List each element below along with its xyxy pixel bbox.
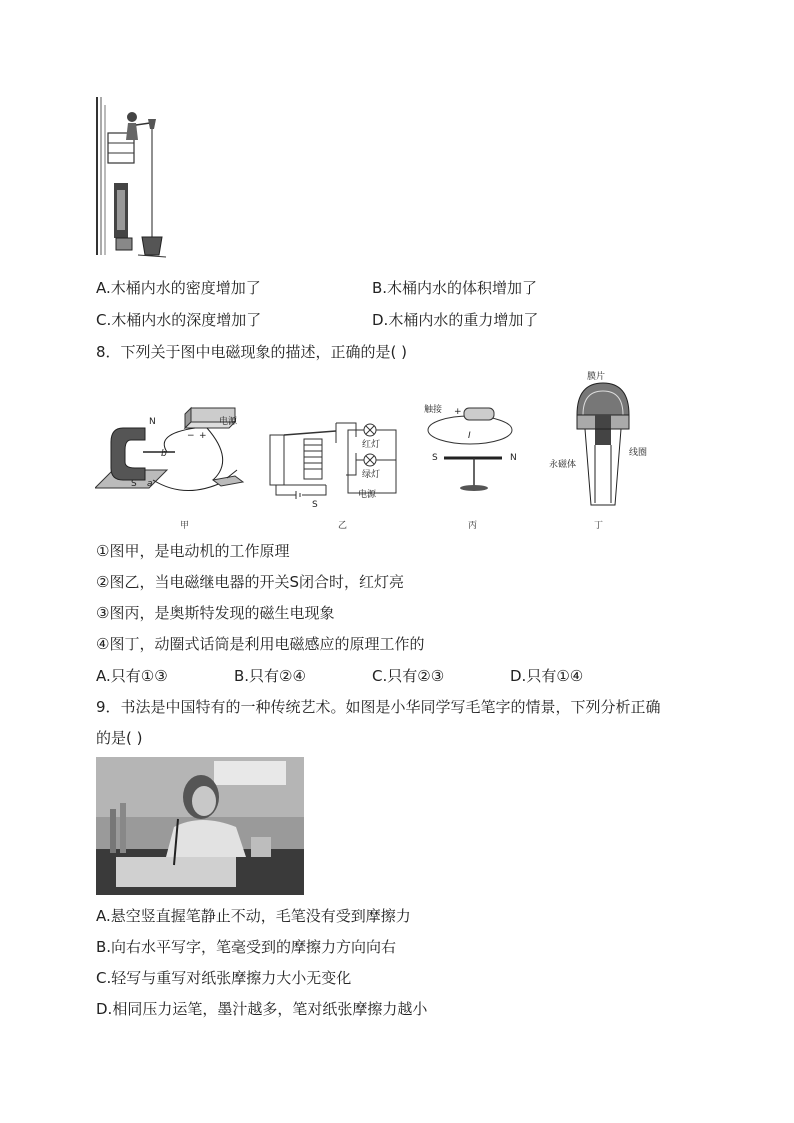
q8-option-a[interactable]: A.只有①③	[96, 667, 168, 685]
label-s-bing: S	[432, 453, 438, 463]
q9-option-a[interactable]: A.悬空竖直握笔静止不动，毛笔没有受到摩擦力	[96, 907, 411, 925]
barrel-experiment-figure	[92, 95, 172, 260]
calligraphy-photo	[96, 757, 304, 895]
caption-bing: 丙	[468, 521, 478, 531]
q8-option-b[interactable]: B.只有②④	[234, 667, 306, 685]
q9-option-d[interactable]: D.相同压力运笔，墨汁越多，笔对纸张摩擦力越小	[96, 1000, 428, 1018]
q8-statement-4: ④图丁，动圈式话筒是利用电磁感应的原理工作的	[96, 635, 425, 653]
label-magnet: 永磁体	[549, 460, 577, 470]
label-green-lamp: 绿灯	[362, 470, 381, 480]
label-contact: 触接	[424, 405, 443, 415]
caption-jia: 甲	[180, 521, 190, 531]
q9-option-b[interactable]: B.向右水平写字，笔毫受到的摩擦力方向向右	[96, 938, 397, 956]
label-n-bing: N	[510, 453, 517, 463]
q8-statement-2: ②图乙，当电磁继电器的开关S闭合时，红灯亮	[96, 573, 404, 591]
q8-option-c[interactable]: C.只有②③	[372, 667, 445, 685]
label-minus: −	[187, 431, 195, 441]
figure-bing-oersted	[420, 398, 525, 498]
label-coil: 线圈	[629, 448, 648, 458]
q9-stem-line-2: 的是( )	[96, 729, 143, 747]
caption-ding: 丁	[594, 521, 604, 531]
q8-option-d[interactable]: D.只有①④	[510, 667, 584, 685]
label-power2: 电源	[358, 490, 377, 500]
label-current: I	[468, 431, 471, 441]
label-a: a	[147, 479, 153, 489]
label-switch-s: S	[312, 500, 318, 510]
figure-jia-motor	[95, 400, 255, 500]
q8-statement-3: ③图丙，是奥斯特发现的磁生电现象	[96, 604, 335, 622]
label-red-lamp: 红灯	[362, 440, 381, 450]
label-n: N	[149, 417, 156, 427]
q8-statement-1: ①图甲，是电动机的工作原理	[96, 542, 290, 560]
q7-option-b[interactable]: B.木桶内水的体积增加了	[372, 279, 538, 297]
q7-option-d[interactable]: D.木桶内水的重力增加了	[372, 311, 539, 329]
q8-stem: 8．下列关于图中电磁现象的描述，正确的是( )	[96, 343, 408, 361]
caption-yi: 乙	[338, 521, 348, 531]
q7-option-a[interactable]: A.木桶内水的密度增加了	[96, 279, 261, 297]
label-b: b	[161, 449, 167, 459]
label-plus: +	[199, 431, 207, 441]
figure-yi-relay	[266, 415, 406, 510]
label-plus-bing: +	[454, 407, 462, 417]
q9-option-c[interactable]: C.轻写与重写对纸张摩擦力大小无变化	[96, 969, 352, 987]
q9-stem-line-1: 9．书法是中国特有的一种传统艺术。如图是小华同学写毛笔字的情景，下列分析正确	[96, 698, 661, 716]
q7-option-c[interactable]: C.木桶内水的深度增加了	[96, 311, 262, 329]
label-power: 电源	[219, 417, 238, 427]
label-diaphragm: 膜片	[587, 372, 606, 382]
label-s: S	[131, 479, 137, 489]
figure-ding-microphone	[545, 365, 665, 515]
